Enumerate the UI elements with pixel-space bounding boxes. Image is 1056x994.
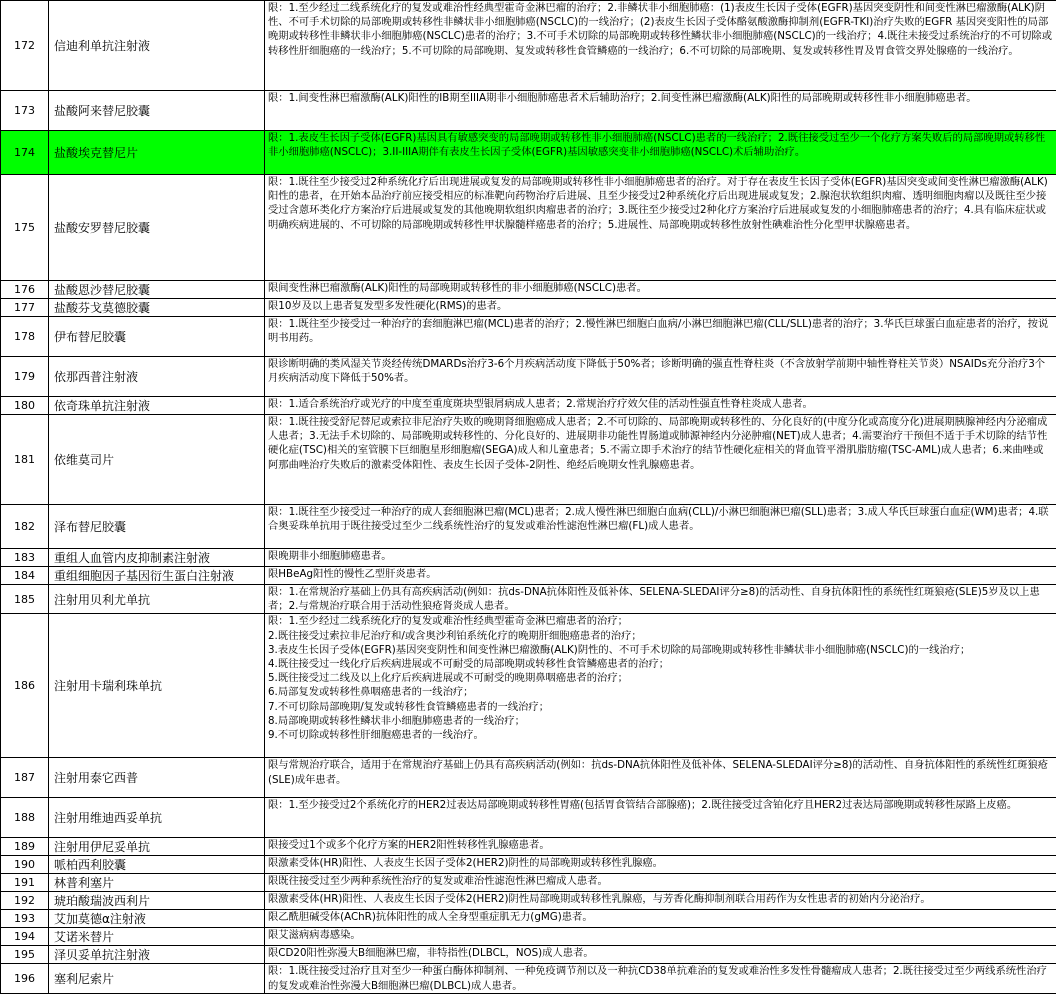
- row-number: 186: [1, 614, 49, 758]
- row-number: 173: [1, 91, 49, 131]
- restriction-text: [265, 758, 1056, 798]
- row-number: 185: [1, 585, 49, 614]
- table-row: [1, 549, 1056, 567]
- row-number: 172: [1, 1, 49, 91]
- table-row: [1, 567, 1056, 585]
- row-number: 177: [1, 299, 49, 317]
- row-number: 174: [1, 131, 49, 175]
- row-number: 189: [1, 838, 49, 856]
- drug-name: 伊布替尼胶囊: [49, 317, 265, 357]
- row-number: 188: [1, 798, 49, 838]
- row-number: 180: [1, 397, 49, 415]
- restriction-line: 6.局部复发或转移性鼻咽癌患者的一线治疗；: [268, 685, 1053, 699]
- table-row: [1, 1, 1056, 91]
- table-row: [1, 946, 1056, 964]
- restriction-text: [265, 415, 1056, 505]
- table-row: [1, 614, 1056, 758]
- restriction-line: 限HBeAg阳性的慢性乙型肝炎患者。: [268, 567, 1053, 581]
- row-number: 178: [1, 317, 49, 357]
- drug-name: 林普利塞片: [49, 874, 265, 892]
- row-number: 196: [1, 964, 49, 993]
- row-number: 175: [1, 175, 49, 281]
- row-number: 179: [1, 357, 49, 397]
- drug-name: 艾加莫德α注射液: [49, 910, 265, 928]
- drug-name: 琥珀酸瑞波西利片: [49, 892, 265, 910]
- restriction-line: 限激素受体(HR)阳性、人表皮生长因子受体2(HER2)阴性的局部晚期或转移性乳腺癌。: [268, 856, 1053, 870]
- table-row: [1, 175, 1056, 281]
- table-row: [1, 928, 1056, 946]
- restriction-line: 限：1.间变性淋巴瘤激酶(ALK)阳性的IB期至IIIA期非小细胞肺癌患者术后辅助治疗；2.间变性淋巴瘤激酶(ALK)阳性的局部晚期或转移性非小细胞肺癌患者。: [268, 91, 1053, 105]
- restriction-line: 限晚期非小细胞肺癌患者。: [268, 549, 1053, 563]
- row-number: 183: [1, 549, 49, 567]
- restriction-line: 限与常规治疗联合，适用于在常规治疗基础上仍具有高疾病活动(例如：抗ds-DNA抗体阳性及低补体、SELENA-SLEDAI评分≥8)的活动性、自身抗体阳性的系统性红斑狼疮(SLE)成年患者。: [268, 758, 1053, 786]
- restriction-text: [265, 614, 1056, 758]
- table-row: [1, 964, 1056, 993]
- table-row: [1, 131, 1056, 175]
- table-row: [1, 798, 1056, 838]
- restriction-text: [265, 856, 1056, 874]
- row-number: 181: [1, 415, 49, 505]
- restriction-text: [265, 505, 1056, 549]
- drug-name: 注射用伊尼妥单抗: [49, 838, 265, 856]
- drug-name: 泽贝妥单抗注射液: [49, 946, 265, 964]
- drug-name: 注射用泰它西普: [49, 758, 265, 798]
- row-number: 190: [1, 856, 49, 874]
- restriction-text: [265, 585, 1056, 614]
- restriction-line: 9.不可切除或转移性肝细胞癌患者的一线治疗。: [268, 728, 1053, 742]
- restriction-text: [265, 874, 1056, 892]
- drug-name: 注射用贝利尤单抗: [49, 585, 265, 614]
- restriction-line: 限艾滋病病毒感染。: [268, 928, 1053, 942]
- table-row: [1, 874, 1056, 892]
- table-row: [1, 505, 1056, 549]
- restriction-line: 限：1.既往至少接受过2种系统化疗后出现进展或复发的局部晚期或转移性非小细胞肺癌患者的治疗。对于存在表皮生长因子受体(EGFR)基因突变或间变性淋巴瘤激酶(ALK)阳性的患者，在开始本品治疗前应接受相应的标准靶向药物治疗后进展、且至少接受过2种系统化疗后出现进展或复发；2.腺泡状软组织肉瘤、透明细胞肉瘤以及既往至少接受过含蒽环类化疗方案治疗后进展或复发的其他晚期软组织肉瘤患者的治疗；3.既往至少接受过2种化疗方案治疗后进展或复发的小细胞肺癌患者的治疗；4.具有临床症状或明确疾病进展的、不可切除的局部晚期或转移性甲状腺髓样癌患者的治疗；5.进展性、局部晚期或转移性放射性碘难治性分化型甲状腺癌患者。: [268, 175, 1053, 232]
- drug-name: 重组人血管内皮抑制素注射液: [49, 549, 265, 567]
- restriction-text: [265, 1, 1056, 91]
- drug-name: 艾诺米替片: [49, 928, 265, 946]
- row-number: 193: [1, 910, 49, 928]
- drug-name: 注射用卡瑞利珠单抗: [49, 614, 265, 758]
- table-row: [1, 281, 1056, 299]
- restriction-line: 3.表皮生长因子受体(EGFR)基因突变阴性和间变性淋巴瘤激酶(ALK)阴性的、不可手术切除的局部晚期或转移性非鳞状非小细胞肺癌(NSCLC)的一线治疗；: [268, 643, 1053, 657]
- row-number: 182: [1, 505, 49, 549]
- restriction-line: 4.既往接受过一线化疗后疾病进展或不可耐受的局部晚期或转移性食管鳞癌患者的治疗；: [268, 657, 1053, 671]
- restriction-text: [265, 910, 1056, 928]
- row-number: 176: [1, 281, 49, 299]
- table-row: [1, 415, 1056, 505]
- restriction-text: [265, 549, 1056, 567]
- restriction-text: [265, 928, 1056, 946]
- restriction-line: 限接受过1个或多个化疗方案的HER2阳性转移性乳腺癌患者。: [268, 838, 1053, 852]
- drug-name: 盐酸恩沙替尼胶囊: [49, 281, 265, 299]
- restriction-text: [265, 964, 1056, 993]
- restriction-text: [265, 798, 1056, 838]
- restriction-line: 限间变性淋巴瘤激酶(ALK)阳性的局部晚期或转移性的非小细胞肺癌(NSCLC)患者。: [268, 281, 1053, 295]
- restriction-line: 限10岁及以上患者复发型多发性硬化(RMS)的患者。: [268, 299, 1053, 313]
- drug-name: 依那西普注射液: [49, 357, 265, 397]
- row-number: 184: [1, 567, 49, 585]
- restriction-line: 限：1.既往至少接受过一种治疗的成人套细胞淋巴瘤(MCL)患者；2.成人慢性淋巴细胞白血病(CLL)/小淋巴细胞淋巴瘤(SLL)患者；3.成人华氏巨球蛋白血症(WM)患者；4.联合奥妥珠单抗用于既往接受过至少二线系统性治疗的复发或难治性滤泡性淋巴瘤(FL)成人患者。: [268, 505, 1053, 533]
- drug-name: 盐酸阿来替尼胶囊: [49, 91, 265, 131]
- drug-name: 重组细胞因子基因衍生蛋白注射液: [49, 567, 265, 585]
- row-number: 191: [1, 874, 49, 892]
- restriction-line: 限：1.既往至少接受过一种治疗的套细胞淋巴瘤(MCL)患者的治疗；2.慢性淋巴细胞白血病/小淋巴细胞淋巴瘤(CLL/SLL)患者的治疗；3.华氏巨球蛋白血症患者的治疗，按说明书用药。: [268, 317, 1053, 345]
- restriction-text: [265, 946, 1056, 964]
- table-row: [1, 892, 1056, 910]
- restriction-text: [265, 131, 1056, 175]
- restriction-text: [265, 91, 1056, 131]
- restriction-line: 限：1.适合系统治疗或光疗的中度至重度斑块型银屑病成人患者；2.常规治疗疗效欠佳的活动性强直性脊柱炎成人患者。: [268, 397, 1053, 411]
- restriction-line: 限激素受体(HR)阳性、人表皮生长因子受体2(HER2)阴性局部晚期或转移性乳腺癌，与芳香化酶抑制剂联合用药作为女性患者的初始内分泌治疗。: [268, 892, 1053, 906]
- restriction-text: [265, 175, 1056, 281]
- row-number: 195: [1, 946, 49, 964]
- table-row: [1, 838, 1056, 856]
- restriction-line: 限：1.至少经过二线系统化疗的复发或难治性经典型霍奇金淋巴瘤的治疗；2.非鳞状非小细胞肺癌：(1)表皮生长因子受体(EGFR)基因突变阴性和间变性淋巴瘤激酶(ALK)阴性、不可手术切除的局部晚期或转移性非鳞状非小细胞肺癌(NSCLC)的一线治疗；(2)表皮生长因子受体酪氨酸激酶抑制剂(EGFR-TKI)治疗失败的EGFR 基因突变阳性的局部晚期或转移性非鳞状非小细胞肺癌(NSCLC)患者的治疗；3.不可手术切除的局部晚期或转移性鳞状非小细胞肺癌(NSCLC)的一线治疗；4.既往未接受过系统治疗的不可切除或转移性肝细胞癌的一线治疗；5.不可切除的局部晚期、复发或转移性食管鳞癌的一线治疗；6.不可切除的局部晚期、复发或转移性胃及胃食管交界处腺癌的一线治疗。: [268, 1, 1053, 58]
- restriction-text: [265, 397, 1056, 415]
- drug-name: 盐酸芬戈莫德胶囊: [49, 299, 265, 317]
- restriction-line: 2.既往接受过索拉非尼治疗和/或含奥沙利铂系统化疗的晚期肝细胞癌患者的治疗；: [268, 629, 1053, 643]
- table-row: [1, 397, 1056, 415]
- table-row: [1, 299, 1056, 317]
- restriction-text: [265, 567, 1056, 585]
- restriction-line: 限：1.至少接受过2个系统化疗的HER2过表达局部晚期或转移性胃癌(包括胃食管结合部腺癌)；2.既往接受过含铂化疗且HER2过表达局部晚期或转移性尿路上皮癌。: [268, 798, 1053, 812]
- drug-name: 盐酸埃克替尼片: [49, 131, 265, 175]
- row-number: 194: [1, 928, 49, 946]
- table-row: [1, 856, 1056, 874]
- restriction-line: 限：1.表皮生长因子受体(EGFR)基因具有敏感突变的局部晚期或转移性非小细胞肺癌(NSCLC)患者的一线治疗；2.既往接受过至少一个化疗方案失败后的局部晚期或转移性非小细胞肺癌(NSCLC)；3.II-IIIA期伴有表皮生长因子受体(EGFR)基因敏感突变非小细胞肺癌(NSCLC)术后辅助治疗。: [268, 131, 1053, 159]
- drug-name: 塞利尼索片: [49, 964, 265, 993]
- restriction-text: [265, 892, 1056, 910]
- restriction-line: 限：1.至少经过二线系统化疗的复发或难治性经典型霍奇金淋巴瘤患者的治疗；: [268, 614, 1053, 628]
- restriction-text: [265, 281, 1056, 299]
- restriction-line: 限乙酰胆碱受体(AChR)抗体阳性的成人全身型重症肌无力(gMG)患者。: [268, 910, 1053, 924]
- restriction-line: 限CD20阳性弥漫大B细胞淋巴瘤，非特指性(DLBCL，NOS)成人患者。: [268, 946, 1053, 960]
- restriction-text: [265, 317, 1056, 357]
- drug-name: 泽布替尼胶囊: [49, 505, 265, 549]
- drug-table-body: [1, 1, 1056, 994]
- drug-name: 信迪利单抗注射液: [49, 1, 265, 91]
- row-number: 192: [1, 892, 49, 910]
- restriction-text: [265, 838, 1056, 856]
- drug-name: 哌柏西利胶囊: [49, 856, 265, 874]
- table-row: [1, 357, 1056, 397]
- restriction-line: 限既往接受过至少两种系统性治疗的复发或难治性滤泡性淋巴瘤成人患者。: [268, 874, 1053, 888]
- restriction-line: 7.不可切除局部晚期/复发或转移性食管鳞癌患者的一线治疗；: [268, 700, 1053, 714]
- table-row: [1, 91, 1056, 131]
- restriction-text: [265, 357, 1056, 397]
- drug-name: 盐酸安罗替尼胶囊: [49, 175, 265, 281]
- restriction-line: 限诊断明确的类风湿关节炎经传统DMARDs治疗3-6个月疾病活动度下降低于50%者；诊断明确的强直性脊柱炎（不含放射学前期中轴性脊柱关节炎）NSAIDs充分治疗3个月疾病活动度下降低于50%者。: [268, 357, 1053, 385]
- table-row: [1, 317, 1056, 357]
- table-row: [1, 585, 1056, 614]
- table-row: [1, 910, 1056, 928]
- restriction-line: 限：1.既往接受过治疗且对至少一种蛋白酶体抑制剂、一种免疫调节剂以及一种抗CD38单抗难治的复发或难治性多发性骨髓瘤成人患者；2.既往接受过至少两线系统性治疗的复发或难治性弥漫大B细胞淋巴瘤(DLBCL)成人患者。: [268, 964, 1053, 992]
- restriction-line: 5.既往接受过二线及以上化疗后疾病进展或不可耐受的晚期鼻咽癌患者的治疗；: [268, 671, 1053, 685]
- restriction-line: 8.局部晚期或转移性鳞状非小细胞肺癌患者的一线治疗；: [268, 714, 1053, 728]
- drug-name: 依奇珠单抗注射液: [49, 397, 265, 415]
- restriction-line: 限：1.既往接受舒尼替尼或索拉非尼治疗失败的晚期肾细胞癌成人患者；2.不可切除的、局部晚期或转移性的、分化良好的(中度分化或高度分化)进展期胰腺神经内分泌瘤成人患者；3.无法手术切除的、局部晚期或转移性的、分化良好的、进展期非功能性胃肠道或肺源神经内分泌肿瘤(NET)成人患者；4.需要治疗干预但不适于手术切除的结节性硬化症(TSC)相关的室管膜下巨细胞星形细胞瘤(SEGA)成人和儿童患者；5.不需立即手术治疗的结节性硬化症相关的肾血管平滑肌脂肪瘤(TSC-AML)成人患者；6.来曲唑或阿那曲唑治疗失败后的激素受体阳性、表皮生长因子受体-2阴性、绝经后晚期女性乳腺癌患者。: [268, 415, 1053, 472]
- drug-name: 注射用维迪西妥单抗: [49, 798, 265, 838]
- restriction-text: [265, 299, 1056, 317]
- row-number: 187: [1, 758, 49, 798]
- restriction-line: 限：1.在常规治疗基础上仍具有高疾病活动(例如：抗ds-DNA抗体阳性及低补体、SELENA-SLEDAI评分≥8)的活动性、自身抗体阳性的系统性红斑狼疮(SLE)5岁及以上患者；2.与常规治疗联合用于活动性狼疮肾炎成人患者。: [268, 585, 1053, 613]
- table-row: [1, 758, 1056, 798]
- drug-name: 依维莫司片: [49, 415, 265, 505]
